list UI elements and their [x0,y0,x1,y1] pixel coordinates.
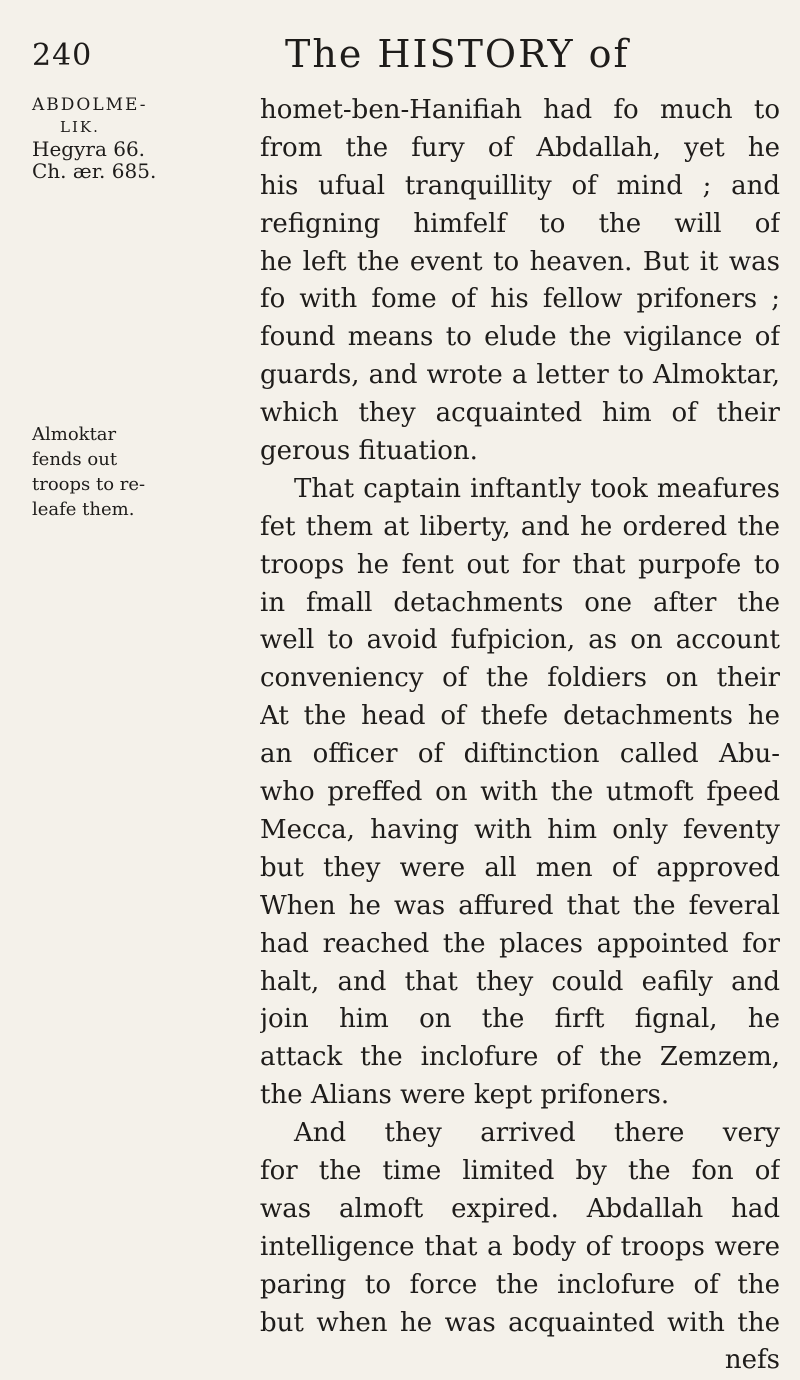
text-line: his ufual tranquillity of mind ; and [260,170,780,201]
text-line: Mecca, having with him only feventy [260,814,780,845]
text-line: from the fury of Abdallah, yet he [260,132,780,163]
margin-chronology [32,94,232,182]
page-header [30,30,770,80]
text-line: join him on the firft fignal, he [260,1004,780,1035]
text-line: had reached the places appointed for [260,928,780,959]
text-line: the Alians were kept prifoners. [260,1080,670,1111]
text-line: an officer of diftinction called Abu- [260,739,780,770]
text-line: who preffed on with the utmoft fpeed [260,777,780,808]
text-line: intelligence that a body of troops were [260,1231,780,1262]
text-line: well to avoid fufpicion, as on account [260,625,780,656]
text-line: for the time limited by the fon of [260,1155,780,1186]
side-note [32,422,232,522]
text-line: conveniency of the foldiers on their [260,663,780,694]
text-line: which they acquainted him of their [260,398,780,429]
text-line: but when he was acquainted with the [260,1307,780,1338]
text-line: homet-ben-Hanifiah had fo much to [260,95,780,125]
page-number: 240 [32,38,93,73]
text-line: halt, and that they could eafily and [260,966,780,997]
body-text [260,92,780,1380]
text-line: gerous fituation. [260,436,478,467]
margin-name-line2: LIK. [60,118,100,136]
catchword: nefs [724,1345,780,1376]
margin-hegyra: Hegyra 66. [32,137,146,161]
text-line: When he was affured that the feveral [260,890,780,921]
text-line: At the head of thefe detachments he [260,701,780,732]
text-line: was almoft expired. Abdallah had [260,1193,780,1224]
text-line: fo with fome of his fellow prifoners ; [260,284,780,315]
text-line: he left the event to heaven. But it was [260,246,780,277]
text-line: guards, and wrote a letter to Almoktar, [260,360,780,391]
side-note-line: fends out [32,449,118,470]
text-line: troops he fent out for that purpofe to [260,549,780,580]
text-line: That captain inftantly took meafures [294,473,780,504]
margin-christian-era: Ch. ær. 685. [32,159,157,183]
margin-name-line1: ABDOLME- [32,95,148,115]
text-line: found means to elude the vigilance of [260,322,780,353]
running-title: The HISTORY of [285,32,630,76]
text-line: refigning himfelf to the will of [260,208,780,239]
text-line: attack the inclofure of the Zemzem, [260,1042,780,1073]
side-note-line: troops to re- [32,474,146,495]
side-note-line: Almoktar [32,424,117,445]
text-line: in fmall detachments one after the [260,587,780,618]
side-note-line: leafe them. [32,499,135,520]
text-line: And they arrived there very [294,1118,780,1149]
text-line: paring to force the inclofure of the [260,1269,780,1300]
text-line: but they were all men of approved [260,852,780,883]
text-line: fet them at liberty, and he ordered the [260,511,780,542]
